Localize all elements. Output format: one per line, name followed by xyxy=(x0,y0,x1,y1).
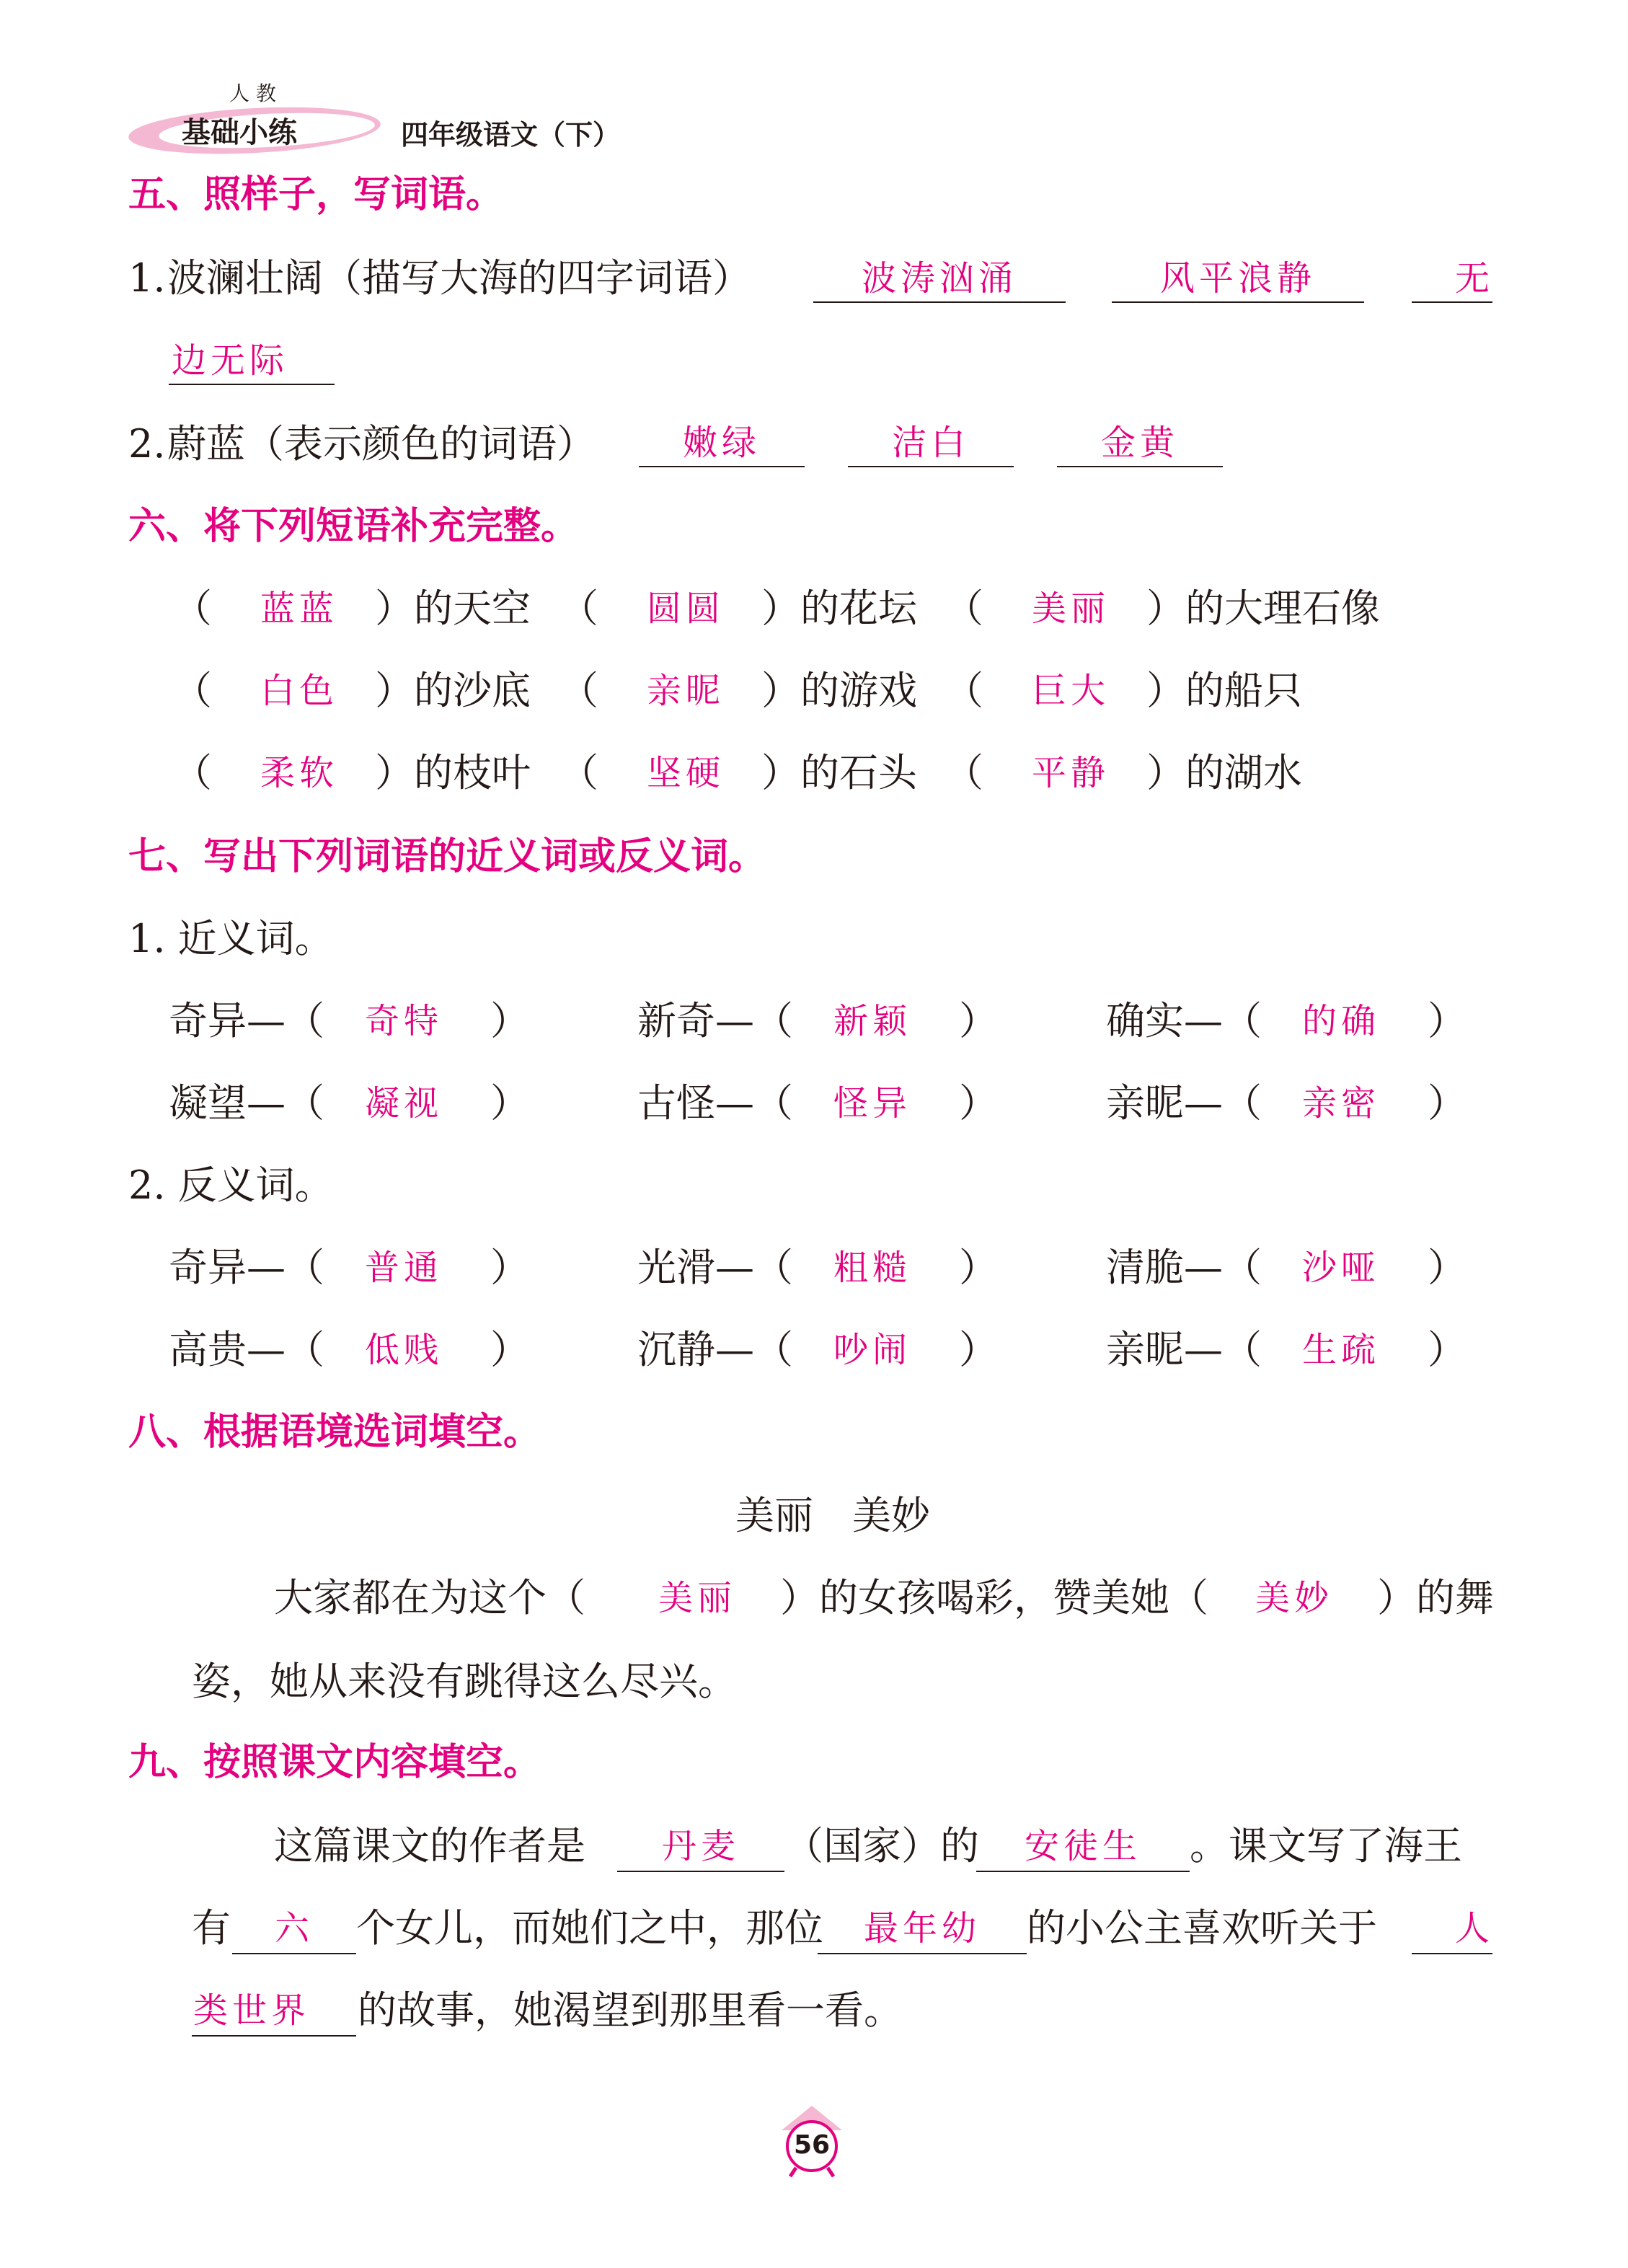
word: 亲昵—（ xyxy=(1106,1080,1262,1126)
answer: 生疏 xyxy=(1301,1330,1380,1370)
antonyms-label: 2. 反义词。 xyxy=(128,1162,334,1208)
answer: 亲密 xyxy=(1301,1083,1380,1124)
answer: 风平浪静 xyxy=(1159,258,1316,299)
s8-text: 姿，她从来没有跳得这么尽兴。 xyxy=(192,1659,737,1704)
answer: 美妙 xyxy=(1255,1578,1333,1618)
answer: 的确 xyxy=(1301,1001,1380,1041)
s9-text: （国家）的 xyxy=(784,1823,979,1868)
s9-text: 的故事，她渴望到那里看一看。 xyxy=(358,1987,903,2033)
phrase-tail: ）的枝叶 xyxy=(375,750,531,795)
answer: 平静 xyxy=(1031,753,1110,793)
blank xyxy=(848,466,1014,467)
answer: 坚硬 xyxy=(646,753,725,793)
answer: 粗糙 xyxy=(833,1248,911,1288)
blank xyxy=(1112,301,1364,303)
open-paren: （ xyxy=(173,668,212,713)
phrase-tail: ）的天空 xyxy=(375,586,531,631)
blank xyxy=(169,384,335,385)
blank xyxy=(232,1953,356,1954)
close-paren: ） xyxy=(959,1080,998,1126)
word: 新奇—（ xyxy=(637,998,793,1043)
close-paren: ） xyxy=(490,998,529,1043)
answer: 普通 xyxy=(364,1248,443,1288)
answer: 沙哑 xyxy=(1301,1248,1380,1288)
s5-q1-num: 1. xyxy=(128,255,166,301)
answer: 白色 xyxy=(260,671,338,711)
answer: 类世界 xyxy=(193,1990,311,2031)
answer: 蓝蓝 xyxy=(260,588,338,629)
close-paren: ） xyxy=(490,1245,529,1290)
word: 凝望—（ xyxy=(169,1080,324,1126)
answer: 无 xyxy=(1455,258,1495,299)
answer: 新颖 xyxy=(833,1001,911,1041)
close-paren: ） xyxy=(1428,1245,1466,1290)
s9-text: 有 xyxy=(192,1905,231,1951)
edition-label: 人 教 xyxy=(229,81,276,105)
s9-text: 的小公主喜欢听关于 xyxy=(1027,1905,1377,1951)
open-paren: （ xyxy=(559,668,598,713)
section-8-title: 八、根据语境选词填空。 xyxy=(128,1411,541,1454)
phrase-tail: ）的石头 xyxy=(761,750,917,795)
s9-text: 个女儿，而她们之中，那位 xyxy=(356,1905,823,1951)
s8-text: ）的女孩喝彩，赞美她（ xyxy=(780,1575,1208,1620)
s5-q2-prompt: 蔚蓝（表示颜色的词语） xyxy=(167,421,596,467)
answer: 安徒生 xyxy=(1024,1826,1141,1866)
open-paren: （ xyxy=(944,750,983,795)
open-paren: （ xyxy=(944,668,983,713)
answer: 怪异 xyxy=(833,1083,911,1124)
blank xyxy=(639,466,805,467)
blank xyxy=(617,1871,784,1872)
answer: 金黄 xyxy=(1100,423,1179,463)
s8-text: 大家都在为这个（ xyxy=(274,1575,585,1620)
series-title: 基础小练 xyxy=(182,116,297,149)
word: 光滑—（ xyxy=(637,1245,793,1290)
close-paren: ） xyxy=(1428,998,1466,1043)
page-number-badge xyxy=(776,2101,848,2181)
open-paren: （ xyxy=(173,586,212,631)
word: 奇异—（ xyxy=(169,1245,324,1290)
phrase-tail: ）的湖水 xyxy=(1146,750,1302,795)
word: 沉静—（ xyxy=(637,1327,793,1372)
answer: 波涛汹涌 xyxy=(861,258,1017,299)
answer: 丹麦 xyxy=(661,1826,740,1866)
answer: 圆圆 xyxy=(646,588,725,629)
synonyms-label: 1. 近义词。 xyxy=(128,916,334,961)
s5-q2-num: 2. xyxy=(128,421,166,467)
answer: 六 xyxy=(274,1908,314,1949)
word: 确实—（ xyxy=(1106,998,1262,1043)
blank xyxy=(1057,466,1223,467)
blank xyxy=(192,2035,356,2037)
close-paren: ） xyxy=(959,1245,998,1290)
open-paren: （ xyxy=(559,750,598,795)
open-paren: （ xyxy=(944,586,983,631)
phrase-tail: ）的游戏 xyxy=(761,668,917,713)
phrase-tail: ）的沙底 xyxy=(375,668,531,713)
phrase-tail: ）的花坛 xyxy=(761,586,917,631)
blank xyxy=(818,1953,1027,1954)
open-paren: （ xyxy=(559,586,598,631)
answer: 吵闹 xyxy=(833,1330,911,1370)
s5-q1-prompt: 波澜壮阔（描写大海的四字词语） xyxy=(167,255,751,301)
page-number: 56 xyxy=(793,2130,831,2160)
answer: 巨大 xyxy=(1031,671,1110,711)
answer: 嫩绿 xyxy=(682,423,761,463)
answer: 奇特 xyxy=(364,1001,443,1041)
close-paren: ） xyxy=(1428,1080,1466,1126)
word: 亲昵—（ xyxy=(1106,1327,1262,1372)
blank xyxy=(1412,301,1492,303)
blank xyxy=(813,301,1066,303)
s9-text: 这篇课文的作者是 xyxy=(274,1823,585,1868)
word: 清脆—（ xyxy=(1106,1245,1262,1290)
word: 高贵—（ xyxy=(169,1327,324,1372)
word: 奇异—（ xyxy=(169,998,324,1043)
close-paren: ） xyxy=(959,998,998,1043)
close-paren: ） xyxy=(490,1080,529,1126)
answer: 人 xyxy=(1455,1908,1495,1949)
answer: 凝视 xyxy=(364,1083,443,1124)
open-paren: （ xyxy=(173,750,212,795)
s8-text: ）的舞 xyxy=(1377,1575,1494,1620)
grade-subject: 四年级语文（下） xyxy=(401,119,621,151)
answer: 美丽 xyxy=(658,1578,736,1618)
s9-text: 。课文写了海王 xyxy=(1190,1823,1462,1868)
answer: 美丽 xyxy=(1031,588,1110,629)
blank xyxy=(1412,1953,1492,1954)
phrase-tail: ）的船只 xyxy=(1146,668,1302,713)
close-paren: ） xyxy=(959,1327,998,1372)
section-6-title: 六、将下列短语补充完整。 xyxy=(128,505,579,548)
section-7-title: 七、写出下列词语的近义词或反义词。 xyxy=(128,835,766,878)
answer: 亲昵 xyxy=(646,671,725,711)
blank xyxy=(976,1871,1190,1872)
word-options: 美丽 美妙 xyxy=(735,1493,930,1538)
answer: 最年幼 xyxy=(863,1908,981,1949)
phrase-tail: ）的大理石像 xyxy=(1146,586,1380,631)
answer: 低贱 xyxy=(364,1330,443,1370)
close-paren: ） xyxy=(1428,1327,1466,1372)
answer: 洁白 xyxy=(891,423,970,463)
word: 古怪—（ xyxy=(637,1080,793,1126)
answer: 边无际 xyxy=(172,340,289,381)
section-5-title: 五、照样子，写词语。 xyxy=(128,173,504,216)
answer: 柔软 xyxy=(260,753,338,793)
section-9-title: 九、按照课文内容填空。 xyxy=(128,1741,541,1784)
close-paren: ） xyxy=(490,1327,529,1372)
